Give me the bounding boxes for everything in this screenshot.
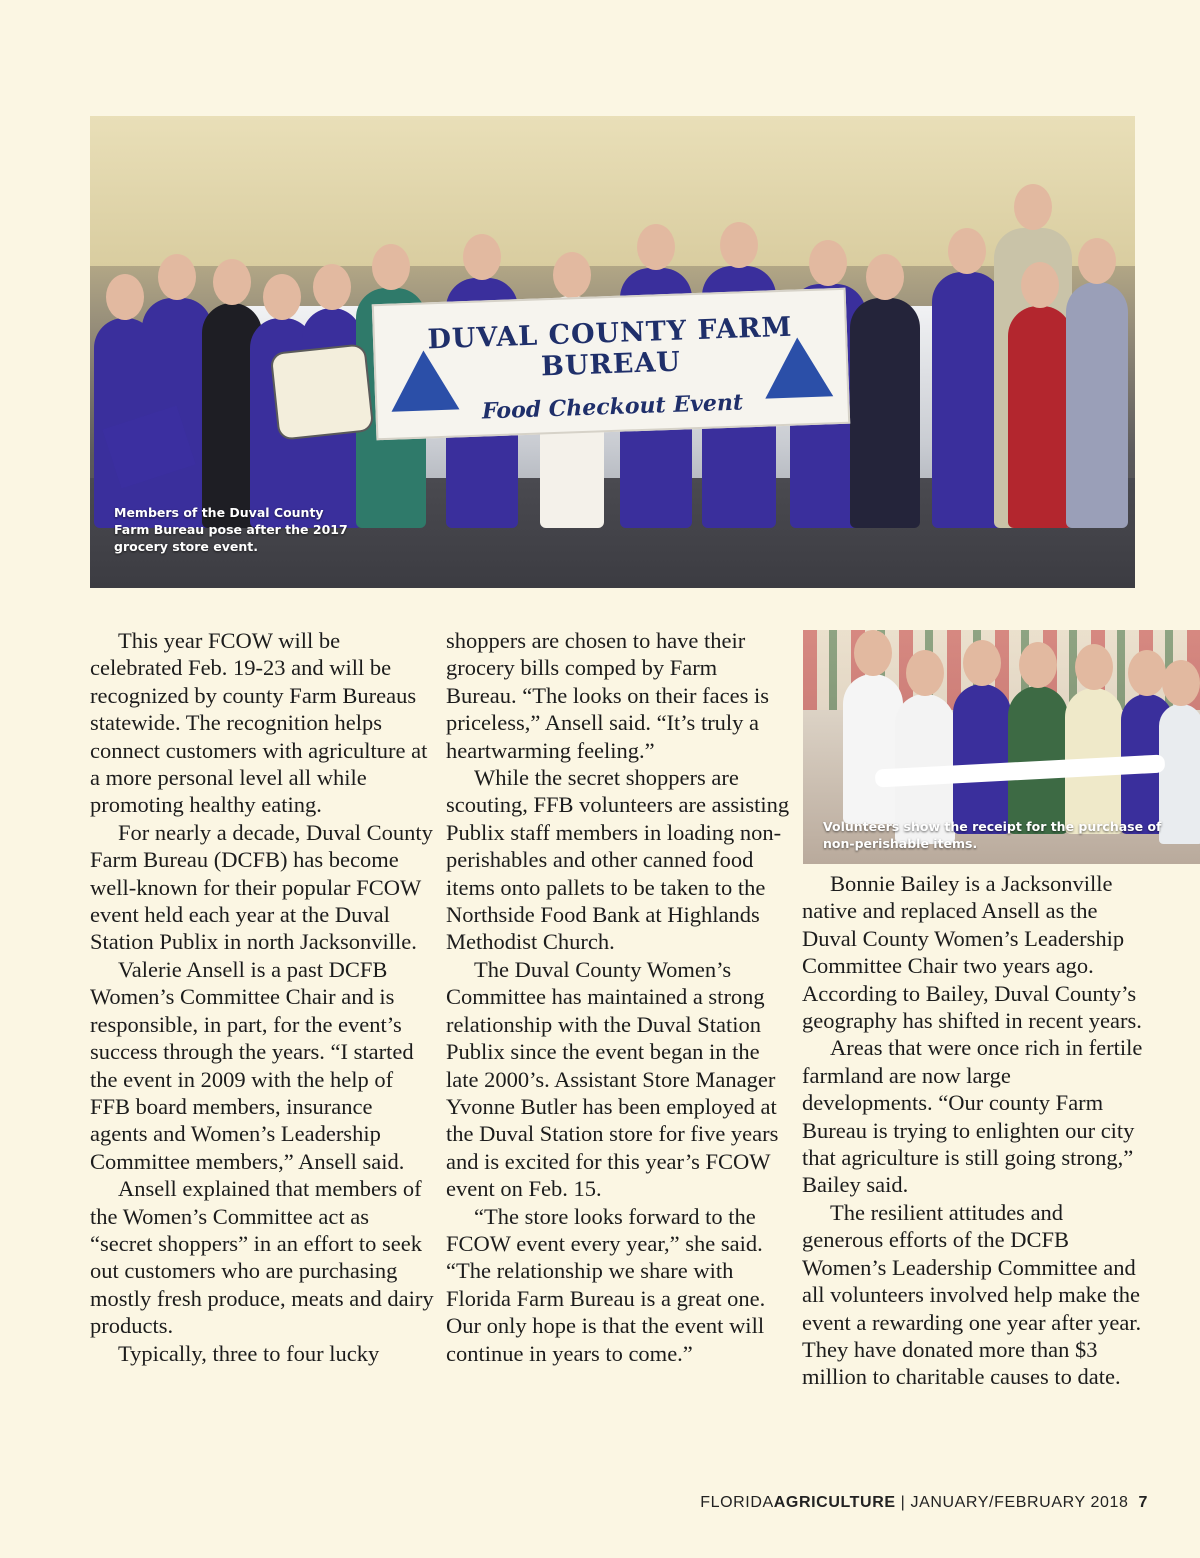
paragraph: While the secret shoppers are scouting, FFB volunteers are assisting Publix staff members in loading non-perishables and other canned food items onto pallets to be taken to the Northside Food Bank at Highlands Methodist Church.: [446, 765, 790, 955]
florida-farm-bureau-logo-icon: [763, 336, 833, 398]
paragraph: The Duval County Women’s Committee has maintained a strong relationship with the Duval Station Publix since the event began in the late 2000’s. Assistant Store Manager Yvonne Butler has been employed at the Duval Station store for five years and is excited for this year’s FCOW event on Feb. 15.: [446, 956, 779, 1202]
banner-subtitle: Food Checkout Event: [481, 389, 744, 425]
banner-title: DUVAL COUNTY FARM BUREAU: [426, 311, 793, 383]
paragraph: “The store looks forward to the FCOW event every year,” she said. “The relationship we share with Florida Farm Bureau is a great one. Our only hope is that the event will continue in years to come.”: [446, 1203, 766, 1366]
paragraph: Bonnie Bailey is a Jacksonville native and replaced Ansell as the Duval County Women’s Leadership Committee Chair two years ago. According to Bailey, Duval County’s geography has shifted in recent years.: [802, 871, 1142, 1034]
page-footer: [700, 1494, 1148, 1512]
group-photo-caption: Members of the Duval County Farm Bureau pose after the 2017 grocery store event.: [114, 505, 348, 554]
event-banner: [372, 288, 850, 440]
person-figure: [1008, 306, 1072, 528]
person-figure: [843, 674, 903, 824]
person-figure: [1066, 282, 1128, 528]
person-figure: [932, 272, 1002, 528]
paragraph: The resilient attitudes and generous efforts of the DCFB Women’s Leadership Committee and all volunteers involved help make the event a rewarding one year after year. They have donated more than $3 million to charitable causes to date.: [802, 1199, 1142, 1390]
receipt-photo: [803, 630, 1200, 864]
issue-date: | JANUARY/FEBRUARY 2018: [895, 1494, 1129, 1511]
paragraph: Typically, three to four lucky: [118, 1340, 380, 1366]
paragraph: This year FCOW will be celebrated Feb. 19-23 and will be recognized by county Farm Bureaus statewide. The recognition helps connect customers with agriculture at a more personal level all while promoting healthy eating.: [90, 628, 428, 818]
florida-farm-bureau-logo-icon: [389, 349, 459, 411]
group-photo: [90, 116, 1135, 588]
magazine-name-bold: AGRICULTURE: [773, 1494, 896, 1511]
article-column-2: [446, 627, 791, 1367]
receipt-photo-caption: Volunteers show the receipt for the purchase of non-perishable items.: [823, 819, 1162, 851]
paragraph: shoppers are chosen to have their grocery bills comped by Farm Bureau. “The looks on their faces is priceless,” Ansell said. “It’s truly a heartwarming feeling.”: [446, 628, 770, 763]
person-figure: [850, 298, 920, 528]
paragraph: For nearly a decade, Duval County Farm Bureau (DCFB) has become well-known for their popular FCOW event held each year at the Duval Station Publix in north Jacksonville.: [90, 819, 433, 955]
article-column-1: [90, 627, 435, 1367]
paragraph: Valerie Ansell is a past DCFB Women’s Committee Chair and is responsible, in part, for the event’s success through the years. “I started the event in 2009 with the help of FFB board members, insurance agents and Women’s Leadership Committee members,” Ansell said.: [90, 956, 414, 1174]
person-figure: [953, 684, 1011, 834]
magazine-name-light: FLORIDA: [700, 1494, 774, 1511]
cattlemens-association-sign: [270, 343, 375, 441]
paragraph: Ansell explained that members of the Women’s Committee act as “secret shoppers” in an effort to seek out customers who are purchasing mostly fresh produce, meats and dairy products.: [90, 1176, 434, 1339]
article-column-3: [802, 870, 1147, 1391]
paragraph: Areas that were once rich in fertile farmland are now large developments. “Our county Farm Bureau is trying to enlighten our city that agriculture is still going strong,” Bailey said.: [802, 1035, 1143, 1198]
page-number: 7: [1138, 1494, 1148, 1511]
